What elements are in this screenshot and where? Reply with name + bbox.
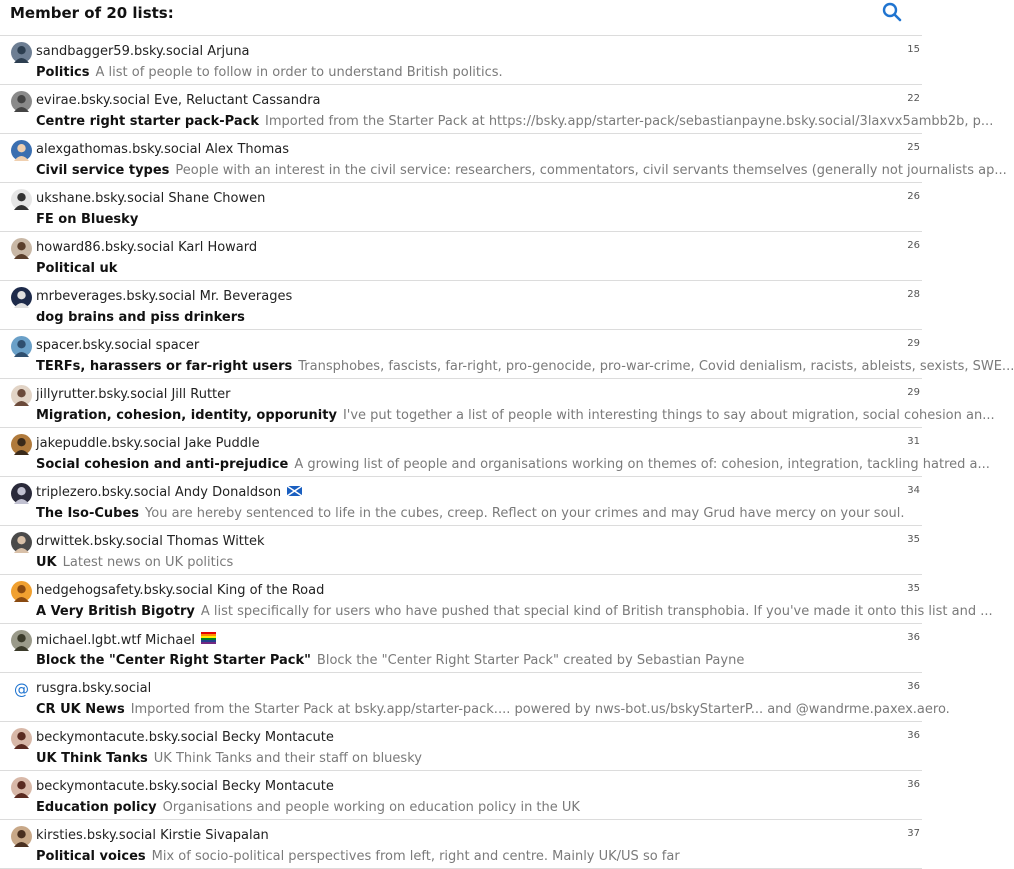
list-count: 35: [907, 583, 920, 594]
list-info: [36, 261, 920, 276]
list-name[interactable]: Politics: [36, 65, 90, 80]
list-name[interactable]: CR UK News: [36, 702, 125, 717]
list-info: [36, 457, 990, 472]
list-name[interactable]: Civil service types: [36, 163, 170, 178]
owner-handle[interactable]: spacer.bsky.social spacer: [36, 338, 200, 353]
list-owner: [36, 583, 892, 598]
owner-handle[interactable]: alexgathomas.bsky.social Alex Thomas: [36, 142, 289, 157]
list-owner: [36, 681, 892, 696]
list-name[interactable]: Block the "Center Right Starter Pack": [36, 653, 311, 668]
list-item[interactable]: [0, 575, 993, 624]
list-item[interactable]: [0, 771, 922, 820]
list-item[interactable]: [0, 428, 990, 477]
list-count: 35: [907, 534, 920, 545]
pride-flag-icon: [201, 632, 216, 648]
list-info: [36, 65, 920, 80]
list-owner: [36, 779, 892, 794]
list-info: [36, 751, 920, 766]
list-owner: [36, 436, 892, 451]
list-info: [36, 800, 920, 815]
owner-handle[interactable]: jakepuddle.bsky.social Jake Puddle: [36, 436, 260, 451]
list-name[interactable]: A Very British Bigotry: [36, 604, 195, 619]
list-owner: [36, 191, 892, 206]
avatar[interactable]: [11, 434, 32, 455]
list-count: 25: [907, 142, 920, 153]
list-count: 31: [907, 436, 920, 447]
list-owner: [36, 485, 892, 500]
avatar[interactable]: [11, 238, 32, 259]
list-description: A growing list of people and organisations working on themes of: cohesion, integration, tackling hatred a...: [294, 457, 990, 472]
list-owner: [36, 338, 892, 353]
list-count: 37: [907, 828, 920, 839]
list-owner: [36, 632, 892, 648]
avatar[interactable]: [11, 581, 32, 602]
list-description: Imported from the Starter Pack at bsky.app/starter-pack.... powered by nws-bot.us/bskyStarterP... and @wandrme.paxex.aero.: [130, 702, 950, 717]
list-item[interactable]: [0, 624, 922, 673]
list-item[interactable]: [0, 526, 922, 575]
owner-handle[interactable]: sandbagger59.bsky.social Arjuna: [36, 44, 250, 59]
list-name[interactable]: Social cohesion and anti-prejudice: [36, 457, 289, 472]
search-button[interactable]: [880, 0, 904, 24]
list-name[interactable]: UK: [36, 555, 57, 570]
list-count: 36: [907, 681, 920, 692]
list-item[interactable]: [0, 722, 922, 771]
list-info: [36, 555, 920, 570]
list-name[interactable]: Political voices: [36, 849, 146, 864]
list-owner: [36, 93, 892, 108]
list-item[interactable]: [0, 134, 1007, 183]
owner-handle[interactable]: kirsties.bsky.social Kirstie Sivapalan: [36, 828, 269, 843]
list-info: [36, 702, 950, 717]
avatar[interactable]: [11, 679, 32, 700]
scotland-flag-icon: [287, 485, 302, 500]
owner-handle[interactable]: mrbeverages.bsky.social Mr. Beverages: [36, 289, 293, 304]
list-count: 29: [907, 338, 920, 349]
avatar[interactable]: [11, 483, 32, 504]
list-name[interactable]: Centre right starter pack-Pack: [36, 114, 259, 129]
avatar[interactable]: [11, 532, 32, 553]
avatar[interactable]: [11, 91, 32, 112]
list-count: 15: [907, 44, 920, 55]
list-name[interactable]: Political uk: [36, 261, 118, 276]
list-name[interactable]: Migration, cohesion, identity, opporunity: [36, 408, 337, 423]
avatar[interactable]: [11, 287, 32, 308]
list-info: [36, 212, 920, 227]
search-icon: [880, 0, 904, 24]
list-info: [36, 310, 920, 325]
list-name[interactable]: UK Think Tanks: [36, 751, 148, 766]
list-info: [36, 163, 1007, 178]
owner-handle[interactable]: beckymontacute.bsky.social Becky Montacute: [36, 730, 334, 745]
list-name[interactable]: The Iso-Cubes: [36, 506, 140, 521]
owner-handle[interactable]: howard86.bsky.social Karl Howard: [36, 240, 258, 255]
list-info: [36, 849, 920, 864]
list-item[interactable]: [0, 820, 922, 869]
list-description: Transphobes, fascists, far-right, pro-genocide, pro-war-crime, Covid denialism, racists, ableists, sexists, SWE...: [298, 359, 1014, 374]
list-description: You are hereby sentenced to life in the cubes, creep. Reflect on your crimes and may Grud have mercy on your soul.: [145, 506, 905, 521]
list-info: [36, 114, 994, 129]
list-count: 22: [907, 93, 920, 104]
avatar[interactable]: [11, 630, 32, 651]
list-count: 29: [907, 387, 920, 398]
list-count: 34: [907, 485, 920, 496]
list-item[interactable]: [0, 673, 950, 722]
list-item[interactable]: [0, 330, 1014, 379]
list-owner: [36, 142, 892, 157]
list-count: 28: [907, 289, 920, 300]
owner-handle[interactable]: drwittek.bsky.social Thomas Wittek: [36, 534, 265, 549]
list-info: [36, 408, 995, 423]
list-info: [36, 359, 1014, 374]
list-info: [36, 604, 993, 619]
list-description: Mix of socio-political perspectives from left, right and centre. Mainly UK/US so far: [151, 849, 680, 864]
page-title: Member of 20 lists:: [10, 4, 174, 22]
owner-handle[interactable]: rusgra.bsky.social: [36, 681, 152, 696]
list-description: A list of people to follow in order to understand British politics.: [95, 65, 503, 80]
list-item[interactable]: [0, 379, 995, 428]
list-owner: [36, 534, 892, 549]
list-info: [36, 653, 920, 668]
list-description: Block the "Center Right Starter Pack" created by Sebastian Payne: [316, 653, 745, 668]
lists-container: [0, 36, 1014, 869]
svg-text:@: @: [14, 680, 29, 699]
list-name[interactable]: Education policy: [36, 800, 157, 815]
list-owner: [36, 387, 892, 402]
avatar[interactable]: [11, 826, 32, 847]
list-owner: [36, 828, 892, 843]
list-owner: [36, 289, 892, 304]
list-count: 36: [907, 730, 920, 741]
list-description: Imported from the Starter Pack at https://bsky.app/starter-pack/sebastianpayne.bsky.social/3laxvx5ambb2b, p...: [264, 114, 994, 129]
list-description: People with an interest in the civil service: researchers, commentators, civil servants themselves (generally not journalists ap...: [175, 163, 1007, 178]
list-owner: [36, 730, 892, 745]
list-count: 36: [907, 779, 920, 790]
list-header: [0, 0, 922, 36]
owner-handle[interactable]: jillyrutter.bsky.social Jill Rutter: [36, 387, 231, 402]
avatar[interactable]: [11, 140, 32, 161]
owner-handle[interactable]: beckymontacute.bsky.social Becky Montacute: [36, 779, 334, 794]
list-item[interactable]: [0, 85, 994, 134]
avatar[interactable]: [11, 777, 32, 798]
list-description: I've put together a list of people with interesting things to say about migration, social cohesion an...: [342, 408, 995, 423]
list-item[interactable]: [0, 281, 922, 330]
list-description: A list specifically for users who have pushed that special kind of British transphobia. If you've made it onto this list and ...: [200, 604, 993, 619]
list-owner: [36, 240, 892, 255]
list-owner: [36, 44, 892, 59]
list-count: 26: [907, 191, 920, 202]
list-description: Latest news on UK politics: [62, 555, 234, 570]
list-name[interactable]: dog brains and piss drinkers: [36, 310, 245, 325]
avatar[interactable]: [11, 189, 32, 210]
list-item[interactable]: [0, 183, 922, 232]
list-info: [36, 506, 920, 521]
avatar[interactable]: [11, 385, 32, 406]
avatar[interactable]: [11, 728, 32, 749]
avatar[interactable]: [11, 42, 32, 63]
owner-handle[interactable]: triplezero.bsky.social Andy Donaldson: [36, 485, 282, 500]
owner-handle[interactable]: michael.lgbt.wtf Michael: [36, 632, 195, 648]
owner-handle[interactable]: evirae.bsky.social Eve, Reluctant Cassandra: [36, 93, 321, 108]
owner-handle[interactable]: hedgehogsafety.bsky.social King of the Road: [36, 583, 325, 598]
list-description: UK Think Tanks and their staff on bluesky: [153, 751, 422, 766]
avatar[interactable]: [11, 336, 32, 357]
list-name[interactable]: FE on Bluesky: [36, 212, 139, 227]
list-count: 36: [907, 632, 920, 643]
list-item[interactable]: [0, 36, 922, 85]
list-item[interactable]: [0, 232, 922, 281]
list-name[interactable]: TERFs, harassers or far-right users: [36, 359, 293, 374]
list-description: Organisations and people working on education policy in the UK: [162, 800, 580, 815]
owner-handle[interactable]: ukshane.bsky.social Shane Chowen: [36, 191, 266, 206]
list-item[interactable]: [0, 477, 922, 526]
list-count: 26: [907, 240, 920, 251]
